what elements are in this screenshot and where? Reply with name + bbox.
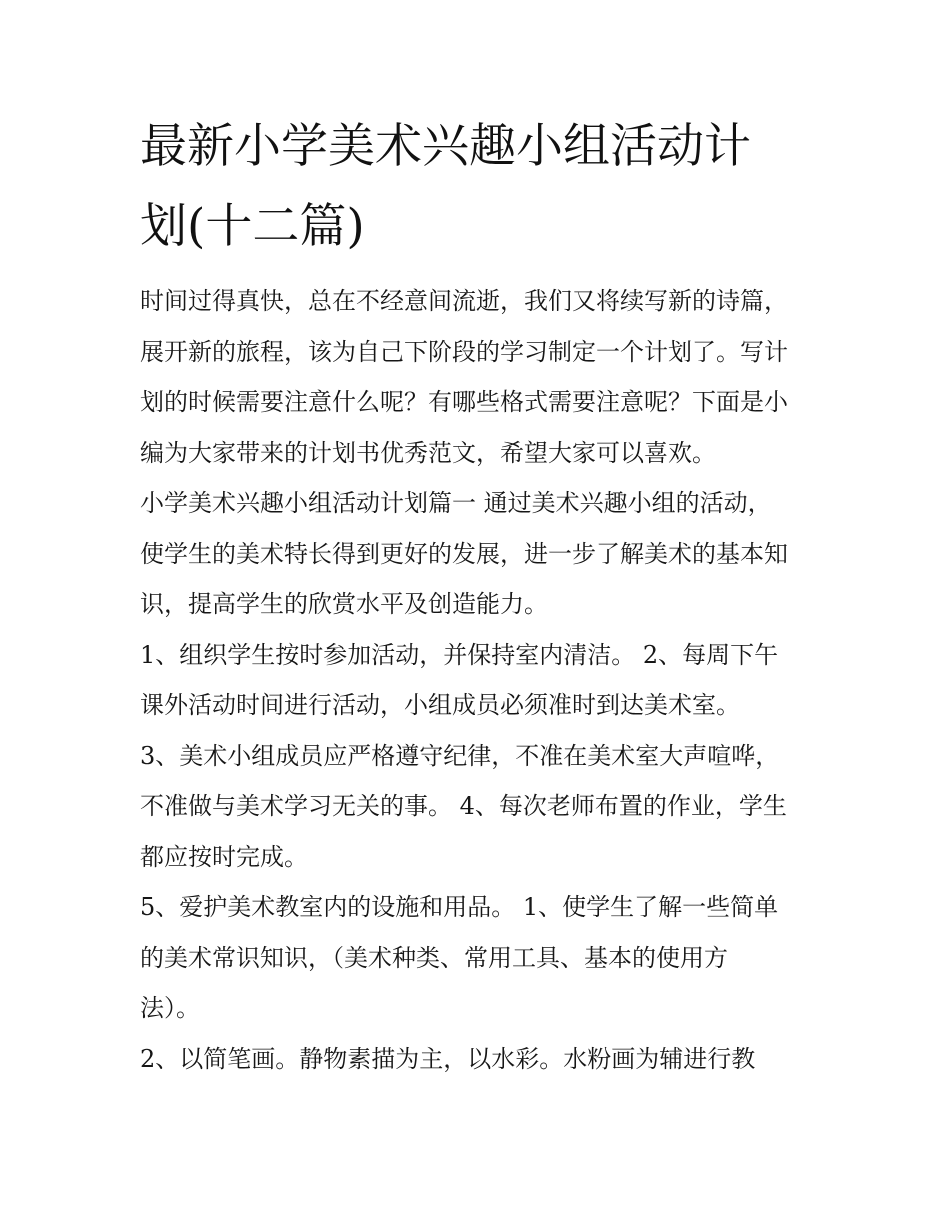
paragraph-line: 课外活动时间进行活动，小组成员必须准时到达美术室。 [140, 691, 740, 719]
paragraph-line: 法）。 [140, 994, 200, 1022]
paragraph-line: 编为大家带来的计划书优秀范文，希望大家可以喜欢。 [140, 439, 716, 467]
paragraph-line: 5、爱护美术教室内的设施和用品。 1、使学生了解一些简单 [140, 893, 779, 921]
paragraph-line: 小学美术兴趣小组活动计划篇一 通过美术兴趣小组的活动， [140, 489, 772, 517]
document-title-line-1: 最新小学美术兴趣小组活动计 [140, 119, 751, 174]
paragraph-line: 1、组织学生按时参加活动，并保持室内清洁。 2、每周下午 [140, 641, 779, 669]
paragraph-line: 识，提高学生的欣赏水平及创造能力。 [140, 590, 548, 618]
paragraph-line: 都应按时完成。 [140, 843, 308, 871]
paragraph-line: 展开新的旅程，该为自己下阶段的学习制定一个计划了。写计 [140, 338, 788, 366]
paragraph-line: 时间过得真快，总在不经意间流逝，我们又将续写新的诗篇， [140, 287, 788, 315]
paragraph-line: 划的时候需要注意什么呢？有哪些格式需要注意呢？下面是小 [140, 388, 788, 416]
paragraph-line: 使学生的美术特长得到更好的发展，进一步了解美术的基本知 [140, 540, 788, 568]
paragraph-line: 不准做与美术学习无关的事。 4、每次老师布置的作业，学生 [140, 792, 787, 820]
paragraph-line: 3、美术小组成员应严格遵守纪律，不准在美术室大声喧哗， [140, 742, 780, 770]
paragraph-line: 的美术常识知识，（美术种类、常用工具、基本的使用方 [140, 944, 728, 972]
document-title-line-2: 划(十二篇) [140, 199, 365, 254]
paragraph-line: 2、以简笔画。静物素描为主，以水彩。水粉画为辅进行教 [140, 1045, 756, 1073]
